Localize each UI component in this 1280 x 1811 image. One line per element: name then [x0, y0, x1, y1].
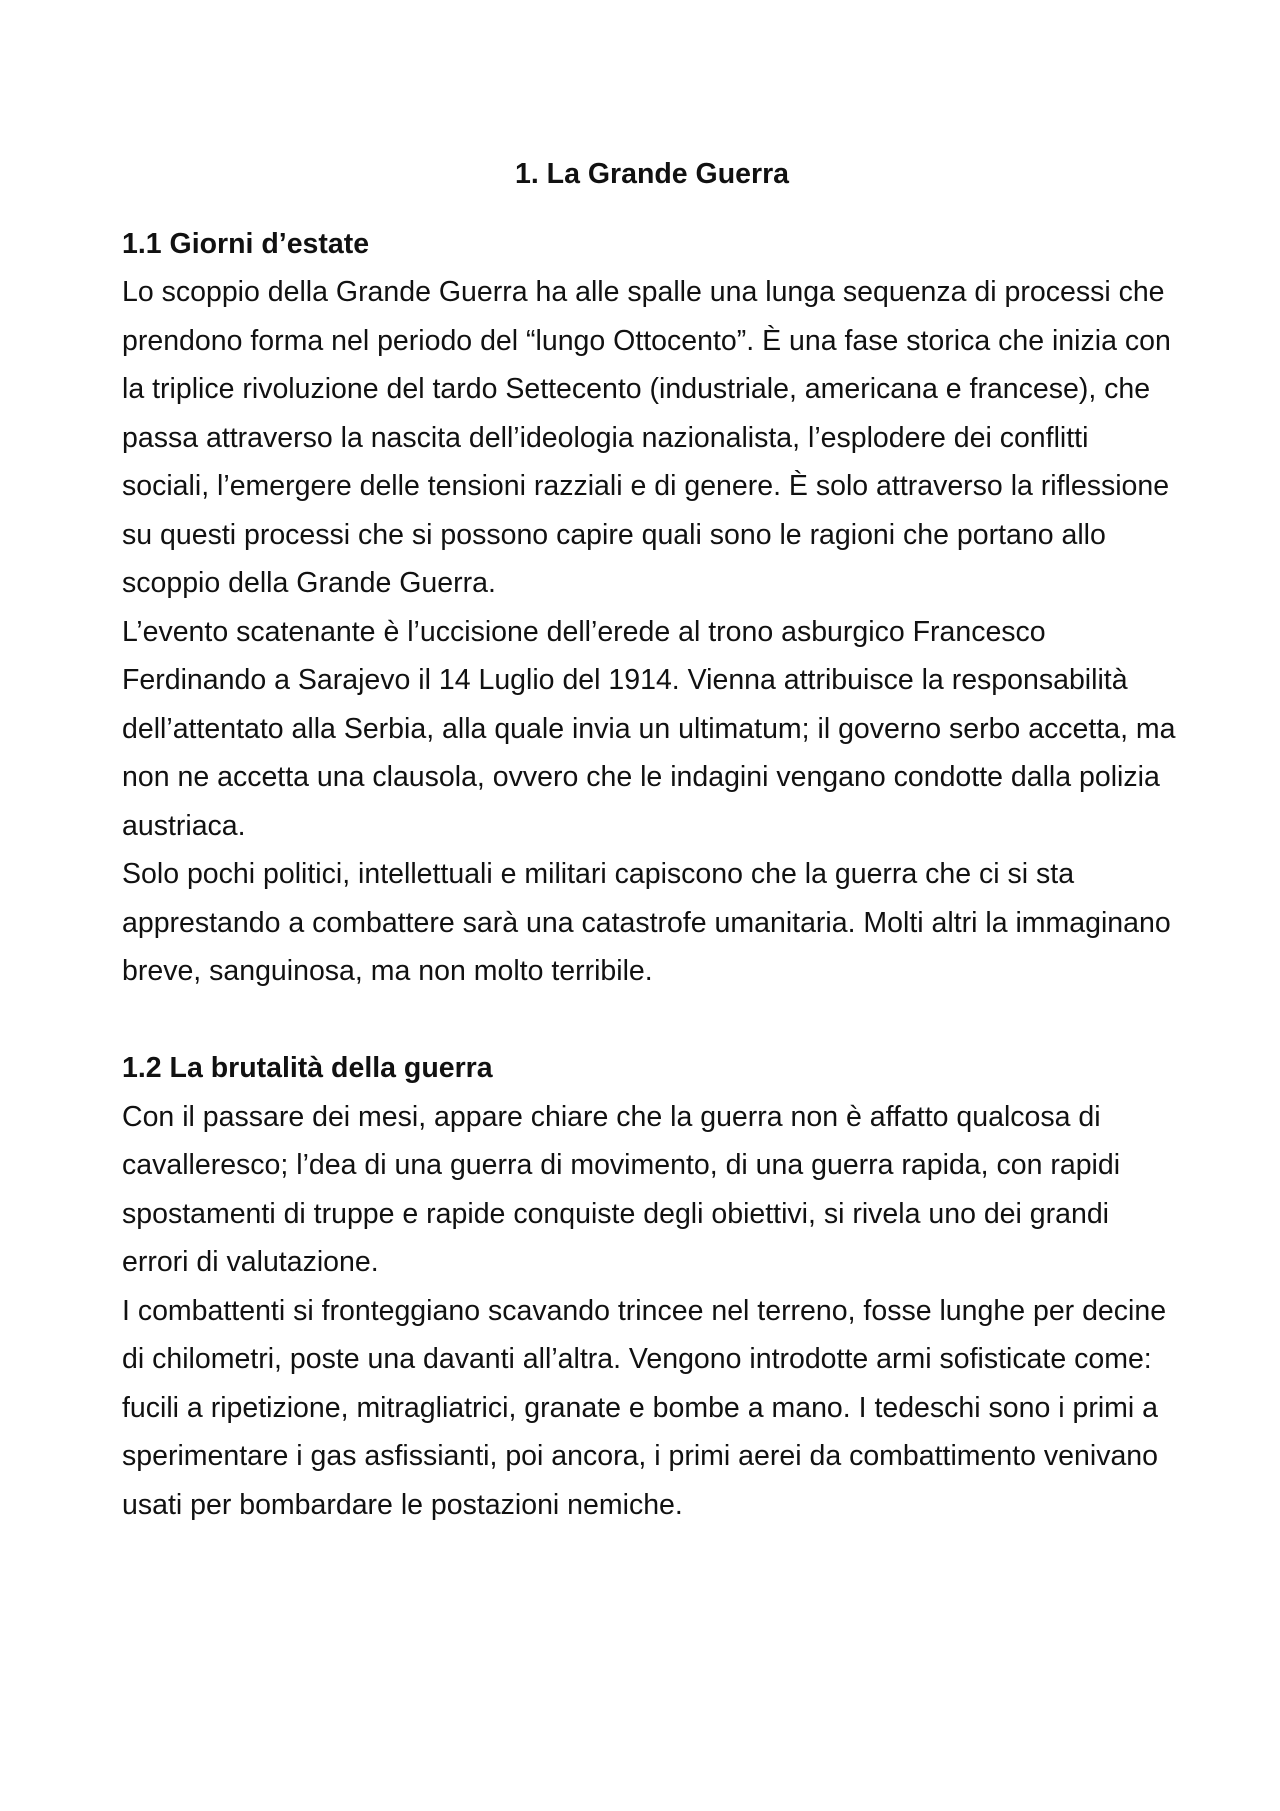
paragraph: I combattenti si fronteggiano scavando trincee nel terreno, fosse lunghe per decine di chilometri, poste una davanti all’altra. Vengono introdotte armi sofisticate come: fucili a ripetizione, mitragliatrici, granate e bombe a mano. I tedeschi sono i primi a sperimentare i gas asfissianti, poi ancora, i primi aerei da combattimento venivano usati per bombardare le postazioni nemiche. [122, 1294, 1167, 1521]
paragraph: Solo pochi politici, intellettuali e militari capiscono che la guerra che ci si sta apprestando a combattere sarà una catastrofe umanitaria. Molti altri la immaginano breve, sanguinosa, ma non molto terribile. [122, 858, 1171, 987]
paragraph: L’evento scatenante è l’uccisione dell’erede al trono asburgico Francesco Ferdinando a Sarajevo il 14 Luglio del 1914. Vienna attribuisce la responsabilità dell’attentato alla Serbia, alla quale invia un ultimatum; il governo serbo accetta, ma non ne accetta una clausola, ovvero che le indagini vengano condotte dalla polizia austriaca. [122, 615, 1176, 842]
section-brutalita-guerra [122, 1044, 1182, 1529]
document-title: 1. La Grande Guerra [514, 158, 790, 190]
blank-line [122, 996, 1182, 1045]
paragraph: Con il passare dei mesi, appare chiare che la guerra non è affatto qualcosa di cavalleresco; l’dea di una guerra di movimento, di una guerra rapida, con rapidi spostamenti di truppe e rapide conquiste degli obiettivi, si rivela uno dei grandi errori di valutazione. [122, 1100, 1121, 1278]
section-heading: 1.2 La brutalità della guerra [122, 1052, 493, 1084]
paragraph: Lo scoppio della Grande Guerra ha alle spalle una lunga sequenza di processi che prendono forma nel periodo del “lungo Ottocento”. È una fase storica che inizia con la triplice rivoluzione del tardo Settecento (industriale, americana e francese), che passa attraverso la nascita dell’ideologia nazionalista, l’esplodere dei conflitti sociali, l’emergere delle tensioni razziali e di genere. È solo attraverso la riflessione su questi processi che si possono capire quali sono le ragioni che portano allo scoppio della Grande Guerra. [122, 276, 1171, 599]
section-heading: 1.1 Giorni d’estate [122, 227, 370, 260]
section-giorni-estate [122, 220, 1182, 996]
document-body [122, 150, 1182, 1529]
